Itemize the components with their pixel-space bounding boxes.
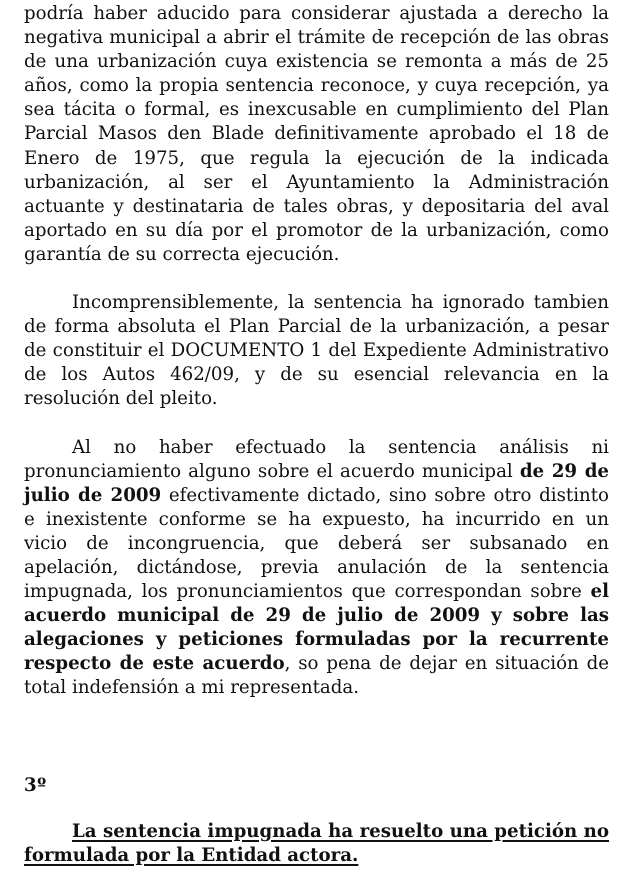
paragraph-3 xyxy=(24,436,609,701)
paragraph-3-bold-date: de 29 de julio de 2009 xyxy=(24,460,609,506)
paragraph-3-bold-request: el acuerdo municipal de 29 de julio de 2009 y sobre las alegaciones y peticiones formuladas por la recurrente respecto de este acuerdo xyxy=(24,581,609,675)
document-page xyxy=(24,2,609,868)
paragraph-3-text-3: , so pena de dejar en situación de total indefensión a mi representada. xyxy=(24,653,609,699)
paragraph-2: Incomprensiblemente, la sentencia ha ignorado tambien de forma absoluta el Plan Parcial de la urbanización, a pesar de constituir el DOCUMENTO 1 del Expediente Administrativo de los Autos 462/09, y de su esencial relevancia en la resolución del pleito. xyxy=(24,292,609,410)
paragraph-3-text-1: Al no haber efectuado la sentencia análisis ni pronunciamiento alguno sobre el acuerdo municipal xyxy=(24,436,609,482)
paragraph-3-text-2: efectivamente dictado, sino sobre otro distinto e inexistente conforme se ha expuesto, ha incurrido en un vicio de incongruencia, que deberá ser subsanado en apelación, dictándose, previa anulación de la sentencia impugnada, los pronunciamientos que correspondan sobre xyxy=(24,484,609,603)
paragraph-1: podría haber aducido para considerar ajustada a derecho la negativa municipal a abrir el trámite de recepción de las obras de una urbanización cuya existencia se remonta a más de 25 años, como la propia sentencia reconoce, y cuya recepción, ya sea tácita o formal, es inexcusable en cumplimiento del Plan Parcial Masos den Blade definitivamente aprobado el 18 de Enero de 1975, que regula la ejecución de la indicada urbanización, al ser el Ayuntamiento la Administración actuante y destinataria de tales obras, y depositaria del aval aportado en su día por el promotor de la urbanización, como garantía de su correcta ejecución. xyxy=(24,3,609,265)
section-number: 3º xyxy=(24,774,47,796)
section-title: La sentencia impugnada ha resuelto una petición no formulada por la Entidad actora. xyxy=(24,820,609,866)
